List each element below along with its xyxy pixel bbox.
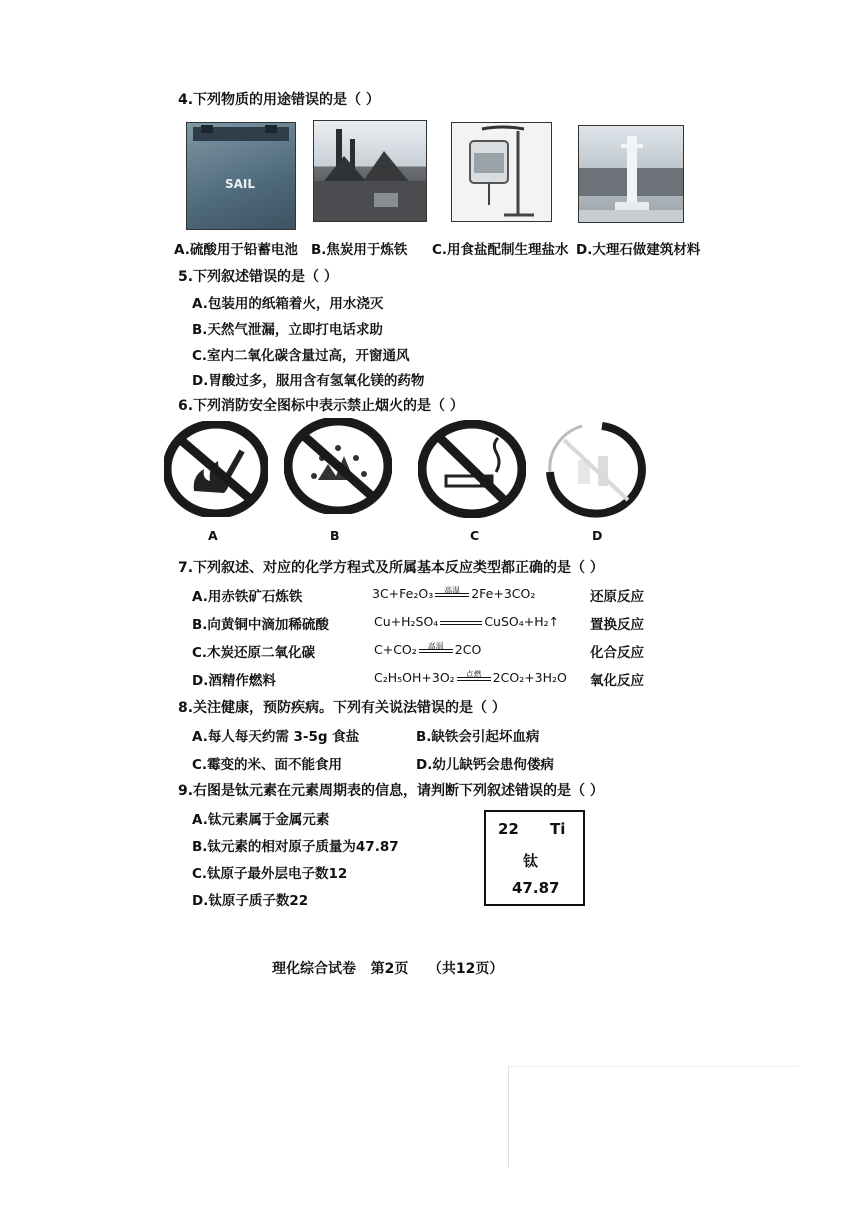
- q6-label-c: C: [470, 528, 480, 543]
- equation-rhs: 2CO₂+3H₂O: [492, 670, 567, 685]
- equation-lhs: Cu+H₂SO₄: [374, 614, 439, 629]
- q4-option-b: B.焦炭用于炼铁: [311, 242, 408, 258]
- equation-rhs: CuSO₄+H₂↑: [484, 614, 560, 629]
- q4-stem: 4.下列物质的用途错误的是（ ）: [178, 92, 380, 108]
- atomic-mass: 47.87: [512, 879, 560, 897]
- q7-desc-b: B.向黄铜中滴加稀硫酸: [192, 617, 329, 633]
- q9-option-b: B.钛元素的相对原子质量为47.87: [192, 839, 399, 855]
- equals-sign: [435, 585, 469, 597]
- q8-stem: 8.关注健康，预防疾病。下列有关说法错误的是（ ）: [178, 700, 506, 716]
- q7-desc-c: C.木炭还原二氧化碳: [192, 645, 316, 661]
- q9-option-c: C.钛原子最外层电子数12: [192, 866, 348, 882]
- atomic-number: 22: [498, 820, 519, 838]
- q8-option-a: A.每人每天约需 3-5g 食盐: [192, 729, 360, 745]
- battery-photo: [186, 122, 296, 230]
- faded-sign-icon: [542, 420, 648, 518]
- q6-stem: 6.下列消防安全图标中表示禁止烟火的是（ ）: [178, 398, 464, 414]
- battery-brand: SAIL: [225, 177, 256, 191]
- q6-label-a: A: [208, 528, 218, 543]
- element-name: 钛: [523, 852, 539, 870]
- q7-desc-d: D.酒精作燃料: [192, 673, 276, 689]
- q7-equation-c: [374, 642, 481, 657]
- equation-rhs: 2Fe+3CO₂: [471, 586, 536, 601]
- q9-option-d: D.钛原子质子数22: [192, 893, 309, 909]
- q8-option-b: B.缺铁会引起坏血病: [416, 729, 540, 745]
- q5-stem: 5.下列叙述错误的是（ ）: [178, 269, 338, 285]
- q8-option-c: C.霉变的米、面不能食用: [192, 757, 343, 773]
- q5-option-d: D.胃酸过多，服用含有氢氧化镁的药物: [192, 373, 425, 389]
- periodic-table-cell: [484, 810, 585, 906]
- equals-sign: [457, 669, 491, 681]
- equation-lhs: C+CO₂: [374, 642, 417, 657]
- q7-equation-b: [374, 614, 559, 629]
- q7-type-d: 氧化反应: [590, 673, 644, 689]
- no-smoking-icon: [418, 420, 526, 518]
- equals-sign: [440, 621, 482, 625]
- q8-option-d: D.幼儿缺钙会患佝偻病: [416, 757, 554, 773]
- q7-type-b: 置换反应: [590, 617, 644, 633]
- q4-option-d: D.大理石做建筑材料: [576, 242, 701, 258]
- no-fireworks-icon: [284, 418, 392, 514]
- q7-stem: 7.下列叙述、对应的化学方程式及所属基本反应类型都正确的是（ ）: [178, 560, 604, 576]
- element-symbol: Ti: [550, 820, 566, 838]
- q7-equation-a: [372, 586, 535, 601]
- q4-option-a: A.硫酸用于铅蓄电池: [174, 242, 298, 258]
- q7-equation-d: [374, 670, 567, 685]
- q5-option-b: B.天然气泄漏，立即打电话求助: [192, 322, 383, 338]
- q9-option-a: A.钛元素属于金属元素: [192, 812, 330, 828]
- q6-label-d: D: [592, 528, 603, 543]
- q6-label-b: B: [330, 528, 340, 543]
- q7-desc-a: A.用赤铁矿石炼铁: [192, 589, 303, 605]
- q7-type-a: 还原反应: [590, 589, 644, 605]
- reaction-condition: 点燃: [465, 669, 482, 679]
- no-open-flame-icon: [164, 421, 268, 517]
- q4-option-c: C.用食盐配制生理盐水: [432, 242, 569, 258]
- equation-rhs: 2CO: [454, 642, 482, 657]
- scan-artifact: [508, 1066, 799, 1167]
- q9-stem: 9.右图是钛元素在元素周期表的信息，请判断下列叙述错误的是（ ）: [178, 783, 604, 799]
- equals-sign: [419, 641, 453, 653]
- reaction-condition: 高温: [427, 641, 444, 651]
- page-footer: 理化综合试卷 第2页 （共12页）: [272, 961, 504, 977]
- steel-mill-photo: [313, 120, 427, 222]
- equation-lhs: C₂H₅OH+3O₂: [374, 670, 455, 685]
- equation-lhs: 3C+Fe₂O₃: [372, 586, 434, 601]
- q7-type-c: 化合反应: [590, 645, 644, 661]
- reaction-condition: 高温: [444, 585, 461, 595]
- saline-drip-photo: [451, 122, 552, 222]
- marble-monument-photo: [578, 125, 684, 223]
- q5-option-a: A.包装用的纸箱着火，用水浇灭: [192, 296, 384, 312]
- q5-option-c: C.室内二氧化碳含量过高，开窗通风: [192, 348, 410, 364]
